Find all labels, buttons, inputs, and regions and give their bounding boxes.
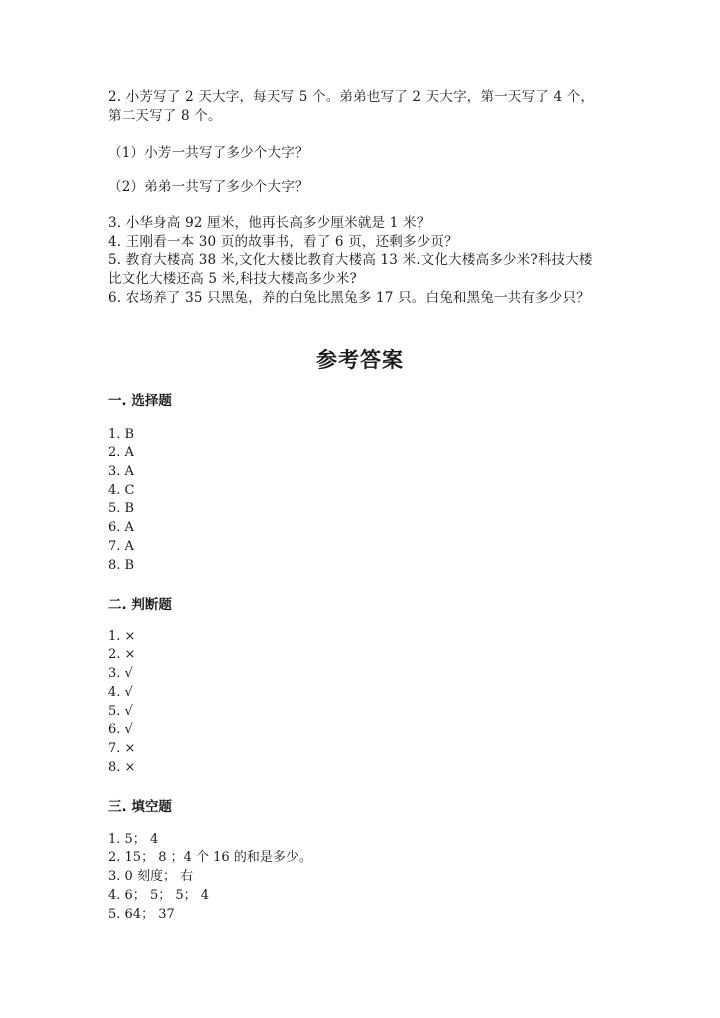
problem-6: 6. 农场养了 35 只黑兔，养的白兔比黑兔多 17 只。白兔和黑兔一共有多少只？: [108, 290, 590, 306]
choice-answer: 5. B: [108, 501, 135, 516]
problem-2-line-1: 2. 小芳写了 2 天大字，每天写 5 个。弟弟也写了 2 天大字，第一天写了 4 个，: [108, 89, 595, 105]
problem-4: 4. 王刚看一本 30 页的故事书，看了 6 页，还剩多少页？: [108, 234, 458, 250]
judge-answer: 5. √: [108, 704, 133, 719]
choice-answer: 2. A: [108, 445, 134, 460]
judge-answer: 2. ×: [108, 647, 136, 662]
problem-2-question-1: （1）小芳一共写了多少个大字？: [108, 145, 309, 161]
problem-2-line-2: 第二天写了 8 个。: [108, 108, 222, 124]
judge-answer: 6. √: [108, 722, 133, 737]
fill-answer: 1. 5； 4: [108, 832, 159, 847]
problem-5-line-1: 5. 教育大楼高 38 米,文化大楼比教育大楼高 13 米.文化大楼高多少米?科技大楼: [108, 252, 593, 268]
judge-answer: 7. ×: [108, 741, 136, 756]
problem-5-line-2: 比文化大楼还高 5 米,科技大楼高多少米?: [108, 271, 357, 287]
judge-answer: 3. √: [108, 666, 133, 681]
choice-answer: 6. A: [108, 520, 134, 535]
judge-answer: 4. √: [108, 685, 133, 700]
fill-answer: 3. 0 刻度； 右: [108, 869, 194, 884]
fill-answer: 2. 15； 8 ；4 个 16 的和是多少。: [108, 850, 312, 865]
fill-answer: 5. 64； 37: [108, 907, 175, 922]
section-heading-judge: 二. 判断题: [108, 597, 172, 613]
choice-answer: 8. B: [108, 558, 135, 573]
problem-2-question-2: （2）弟弟一共写了多少个大字？: [108, 179, 309, 195]
fill-answer: 4. 6； 5； 5； 4: [108, 888, 210, 903]
problem-3: 3. 小华身高 92 厘米，他再长高多少厘米就是 1 米？: [108, 215, 431, 231]
section-heading-fill: 三. 填空题: [108, 799, 172, 815]
choice-answer: 7. A: [108, 539, 134, 554]
choice-answer: 1. B: [108, 427, 135, 442]
choice-answer: 4. C: [108, 483, 135, 498]
judge-answer: 8. ×: [108, 760, 136, 775]
judge-answer: 1. ×: [108, 629, 136, 644]
section-heading-choice: 一. 选择题: [108, 393, 172, 409]
choice-answer: 3. A: [108, 464, 134, 479]
answer-title: 参考答案: [316, 348, 404, 372]
